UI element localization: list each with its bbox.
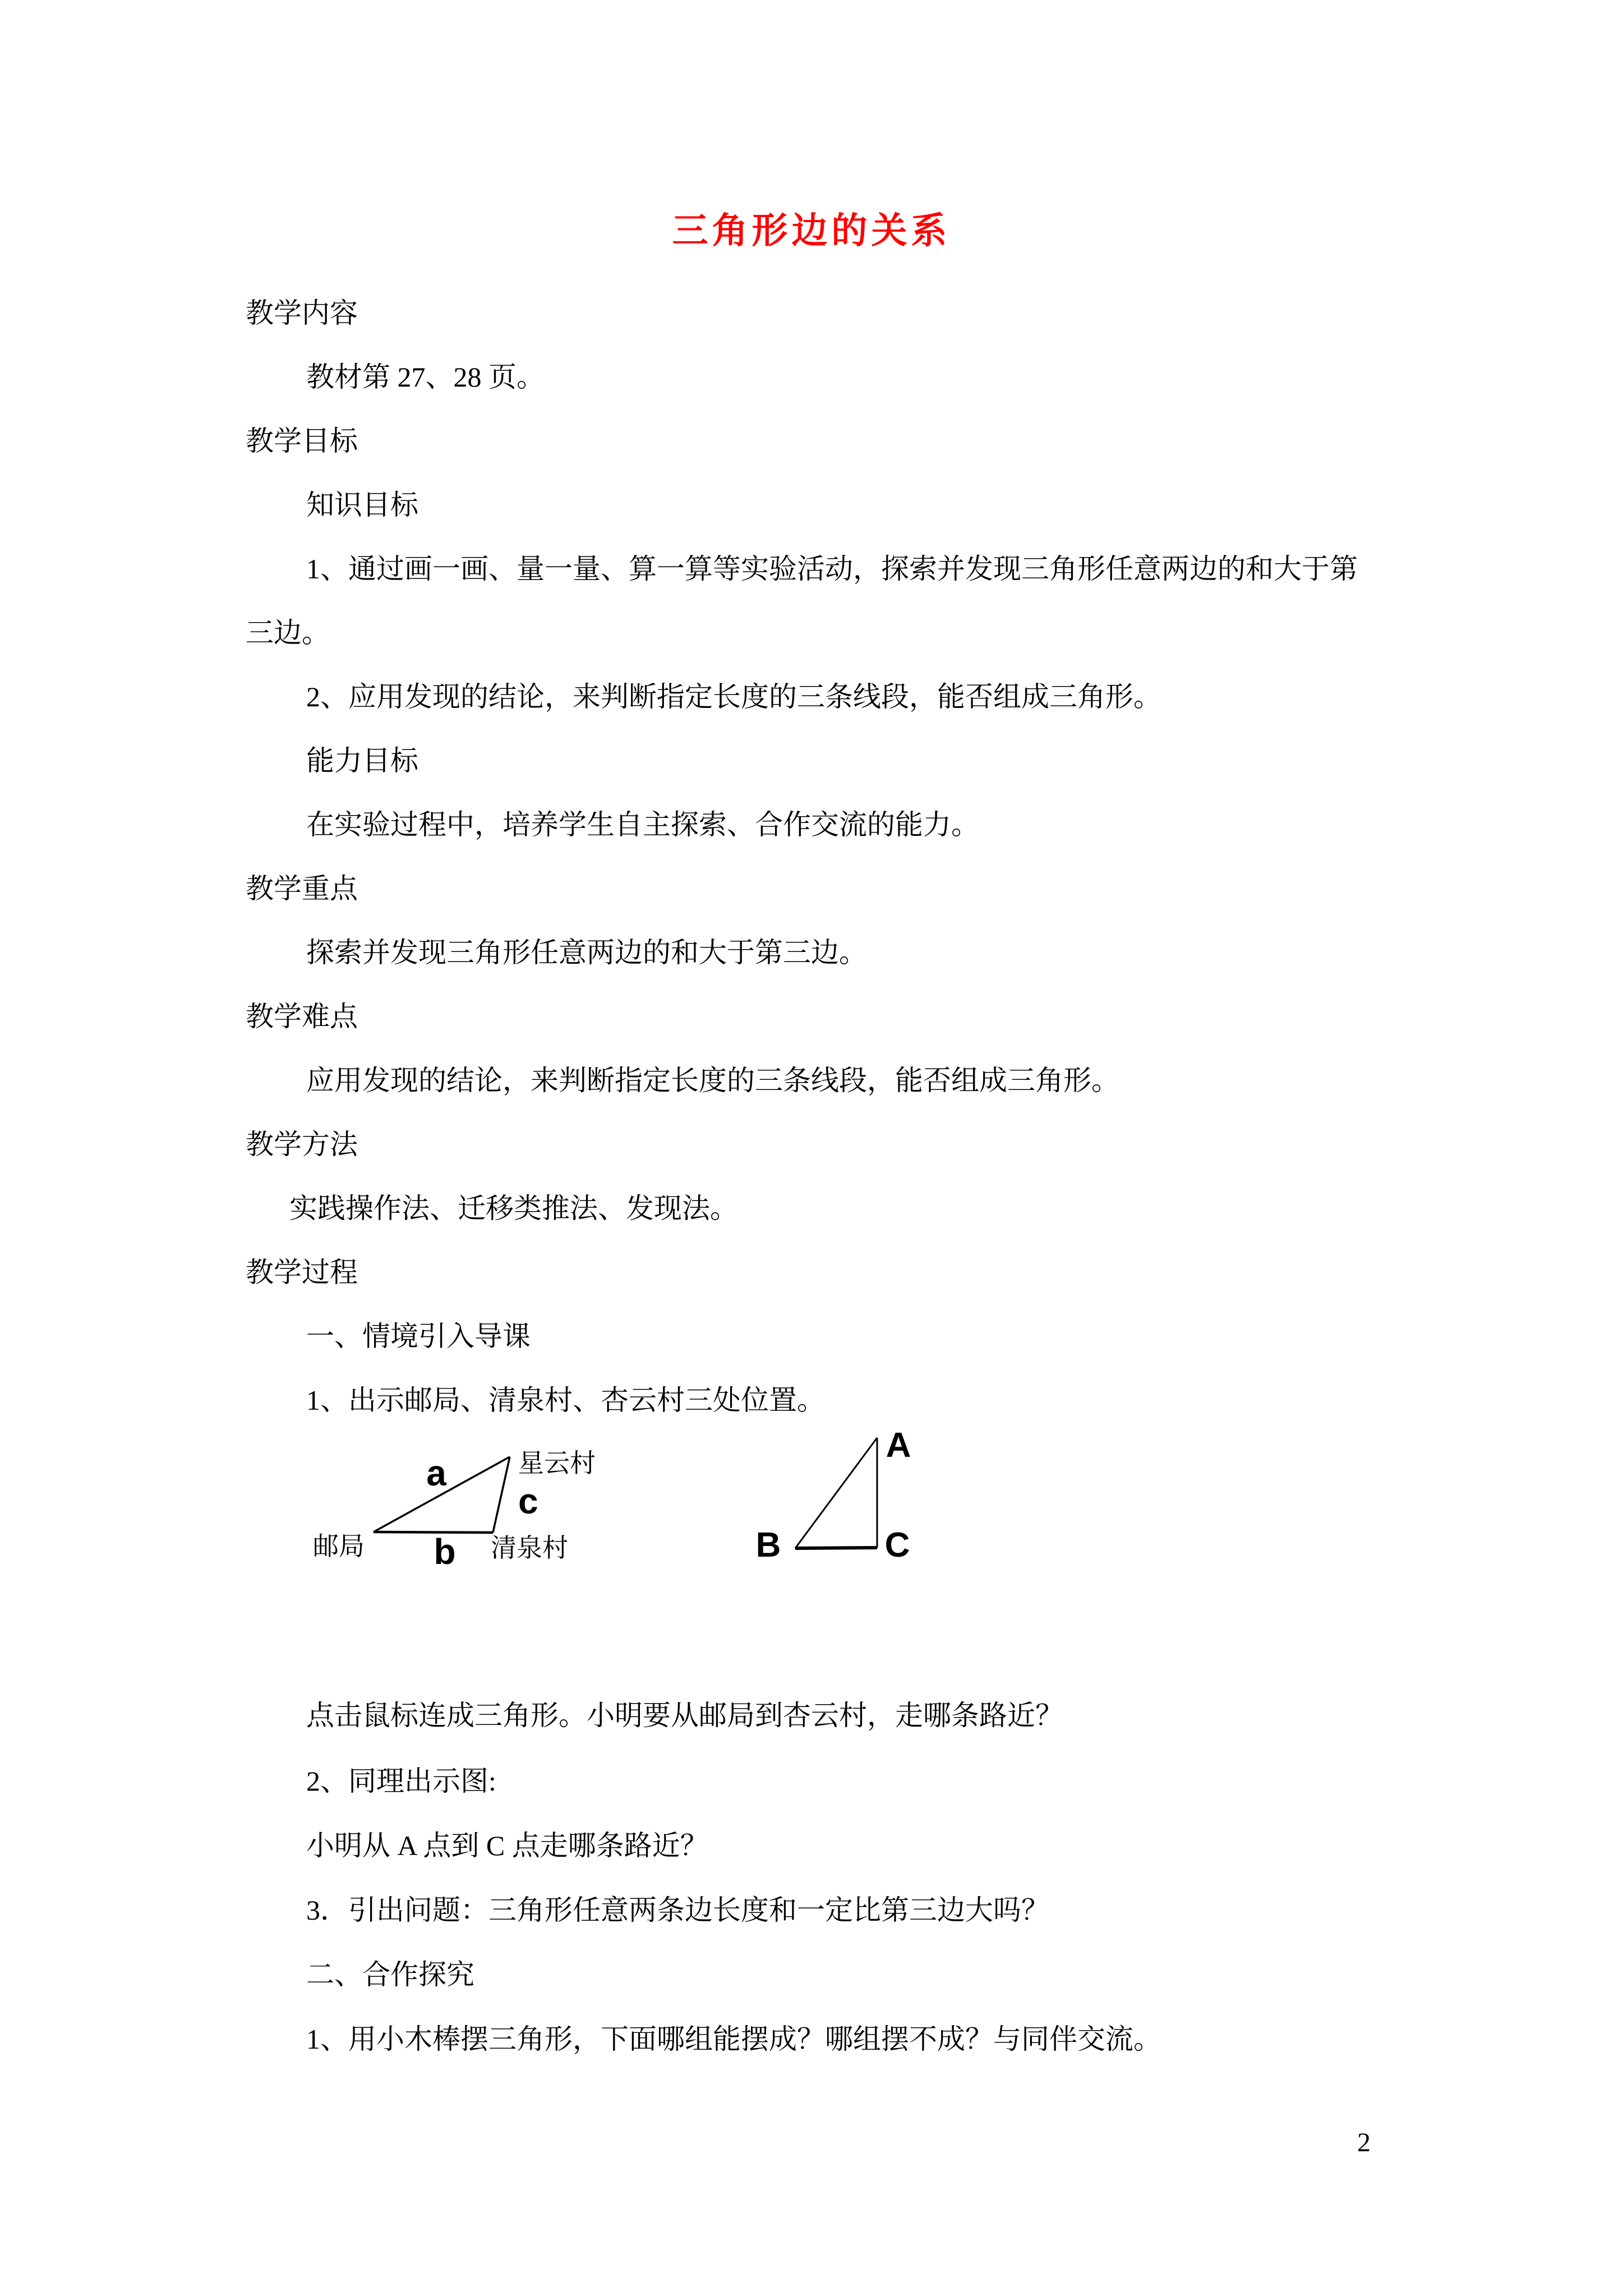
vertex-xingyun-label: 星云村 <box>518 1449 596 1478</box>
vertex-qingquan-label: 清泉村 <box>491 1534 568 1562</box>
side-b-label: b <box>434 1531 456 1572</box>
text-line: 1、通过画一画、量一量、算一算等实验活动，探索并发现三角形任意两边的和大于第 <box>306 553 1358 585</box>
page-title: 三角形边的关系 <box>672 211 951 251</box>
text-line: 二、合作探究 <box>306 1959 474 1990</box>
text-line: 在实验过程中，培养学生自主探索、合作交流的能力。 <box>306 809 979 840</box>
text-line: 点击鼠标连成三角形。小明要从邮局到杏云村，走哪条路近？ <box>306 1700 1063 1731</box>
text-line: 一、情境引入导课 <box>306 1320 531 1352</box>
vertex-a-label: A <box>886 1426 911 1465</box>
text-line: 教学难点 <box>246 1001 358 1032</box>
side-a-label: a <box>426 1453 446 1493</box>
page-number: 2 <box>1357 2128 1371 2157</box>
text-line: 知识目标 <box>306 489 418 521</box>
side-c-label: c <box>518 1481 538 1521</box>
text-line: 2、同理出示图: <box>306 1765 496 1797</box>
text-line: 探索并发现三角形任意两边的和大于第三边。 <box>306 937 867 968</box>
text-line: 3．引出问题：三角形任意两条边长度和一定比第三边大吗？ <box>306 1894 1049 1926</box>
text-line: 教学目标 <box>246 425 358 457</box>
triangle-figure <box>308 1419 953 1582</box>
text-line: 三边。 <box>246 617 330 648</box>
right-triangle-side-ab <box>795 1438 877 1548</box>
text-line: 能力目标 <box>306 745 418 776</box>
text-line: 教学重点 <box>246 873 358 904</box>
text-line: 2、应用发现的结论，来判断指定长度的三条线段，能否组成三角形。 <box>306 681 1161 712</box>
text-line: 应用发现的结论，来判断指定长度的三条线段，能否组成三角形。 <box>306 1065 1119 1096</box>
text-line: 教学方法 <box>246 1129 358 1160</box>
text-line: 实践操作法、迁移类推法、发现法。 <box>289 1193 738 1224</box>
text-line: 教材第 27、28 页。 <box>306 361 545 393</box>
text-line: 小明从 A 点到 C 点走哪条路近？ <box>306 1830 708 1861</box>
text-line: 教学内容 <box>246 297 358 329</box>
vertex-c-label: C <box>884 1526 910 1565</box>
text-line: 1、出示邮局、清泉村、杏云村三处位置。 <box>306 1384 825 1416</box>
vertex-b-label: B <box>755 1526 781 1565</box>
text-line: 1、用小木棒摆三角形，下面哪组能摆成？哪组摆不成？与同伴交流。 <box>306 2023 1161 2055</box>
vertex-postoffice-label: 邮局 <box>313 1532 365 1561</box>
left-triangle-side-c <box>493 1457 510 1533</box>
text-line: 教学过程 <box>246 1257 358 1288</box>
